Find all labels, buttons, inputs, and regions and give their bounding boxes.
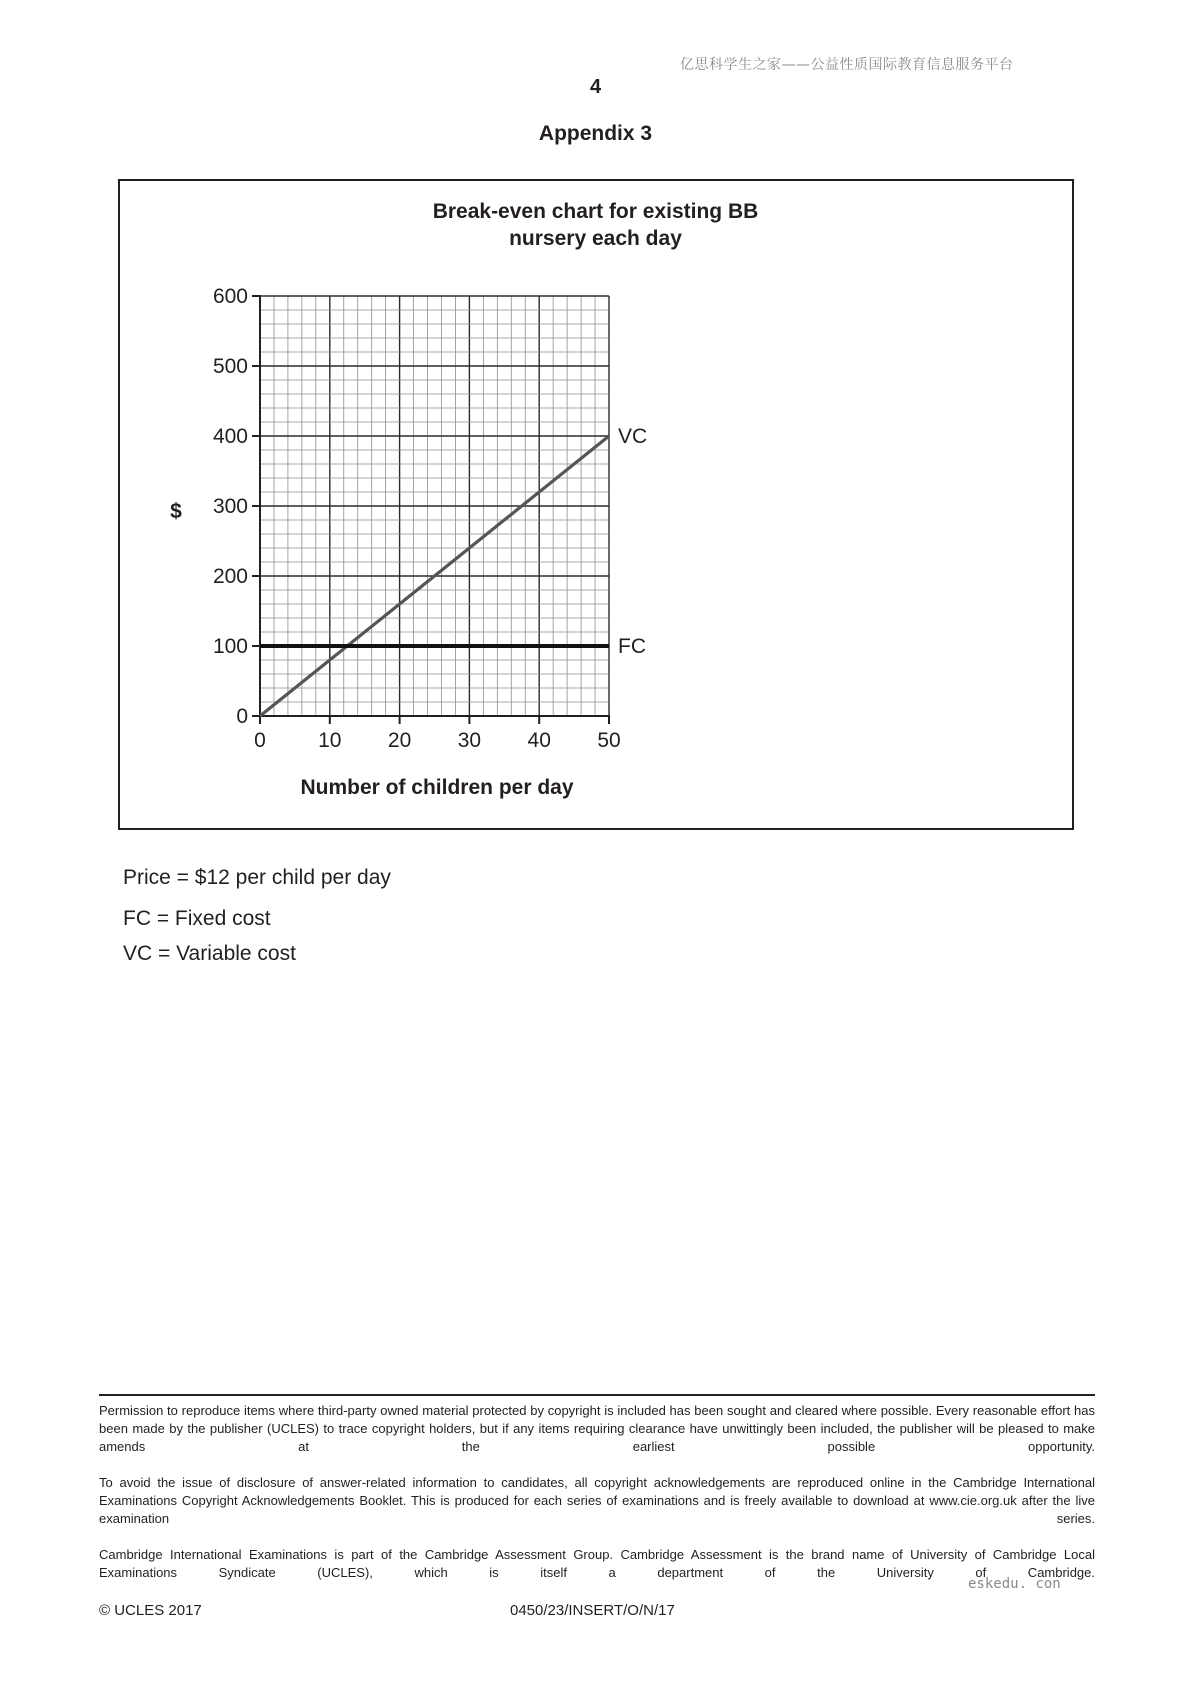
y-tick-label: 500 xyxy=(212,355,248,378)
watermark-footer: eskedu. con xyxy=(968,1576,1061,1592)
x-tick-label: 50 xyxy=(597,729,621,752)
note-fixed-cost: FC = Fixed cost xyxy=(123,907,271,930)
chart-notes xyxy=(123,860,391,971)
note-price: Price = $12 per child per day xyxy=(123,866,391,889)
y-tick-label: 400 xyxy=(212,425,248,448)
footer-disclosure: To avoid the issue of disclosure of answer-related information to candidates, all copyright acknowledgements are reproduced online in the Cambridge International Examinations Copyright Acknowledgements Booklet. This is produced for each series of examinations and is freely available to download at www.cie.org.uk after the live examination series. xyxy=(99,1475,1095,1526)
y-tick-label: 300 xyxy=(212,495,248,518)
page-number: 4 xyxy=(589,76,602,98)
y-tick-label: 100 xyxy=(212,635,248,658)
series-label-vc: VC xyxy=(618,425,648,448)
x-tick-label: 0 xyxy=(254,729,266,752)
footer-permission: Permission to reproduce items where third-party owned material protected by copyright is included has been sought and cleared where possible. Every reasonable effort has been made by the publisher (UCLES) to trace copyright holders, but if any items requiring clearance have unwittingly been included, the publisher will be pleased to make amends at the earliest possible opportunity. xyxy=(99,1403,1095,1454)
document-code: 0450/23/INSERT/O/N/17 xyxy=(510,1602,675,1619)
y-tick-label: 0 xyxy=(236,705,248,728)
copyright-notice: © UCLES 2017 xyxy=(99,1602,202,1619)
y-tick-label: 200 xyxy=(212,565,248,588)
x-tick-label: 20 xyxy=(387,729,412,752)
note-variable-cost: VC = Variable cost xyxy=(123,942,296,965)
appendix-title: Appendix 3 xyxy=(538,122,653,145)
footer-divider xyxy=(99,1394,1095,1396)
watermark-header: 亿思科学生之家——公益性质国际教育信息服务平台 xyxy=(680,57,1014,73)
series-label-fc: FC xyxy=(618,635,646,658)
y-tick-label: 600 xyxy=(212,285,248,308)
x-tick-label: 30 xyxy=(457,729,482,752)
footer-cambridge: Cambridge International Examinations is part of the Cambridge Assessment Group. Cambridge Assessment is the brand name of University of Cambridge Local Examinations Syndicate (UCLES), which is itself a department of the University of Cambridge. xyxy=(99,1547,1095,1580)
x-tick-label: 10 xyxy=(318,729,342,752)
chart-title-line-2: nursery each day xyxy=(509,227,682,250)
x-tick-label: 40 xyxy=(527,729,551,752)
x-axis-label: Number of children per day xyxy=(300,776,574,799)
chart-title-line-1: Break-even chart for existing BB xyxy=(432,200,759,223)
y-axis-label: $ xyxy=(170,500,182,523)
